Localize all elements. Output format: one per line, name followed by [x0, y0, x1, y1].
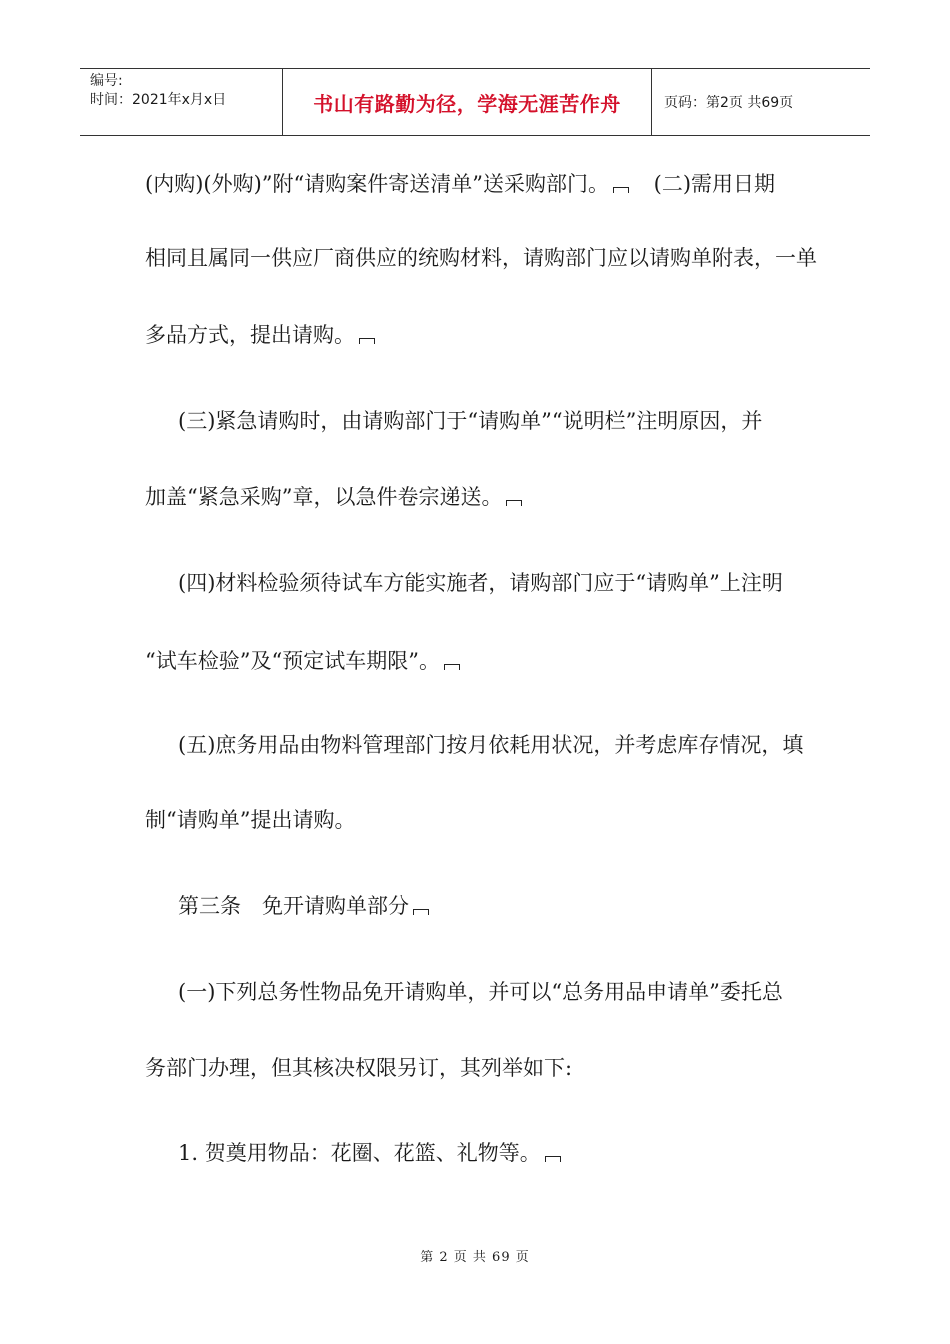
- text-line-8-content: (五)庶务用品由物料管理部门按月依耗用状况，并考虑库存情况，填: [178, 733, 804, 757]
- text-line-11-content: 务部门办理，但其核决权限另订，其列举如下:: [145, 1056, 573, 1080]
- header-right-cell: [652, 69, 870, 135]
- text-line-7: [145, 649, 805, 673]
- paragraph-mark-icon: [444, 664, 460, 670]
- list-item-1-text: 1. 贺奠用物品：花圈、花篮、礼物等。: [178, 1141, 541, 1165]
- text-line-6: [178, 571, 838, 595]
- text-line-2: [145, 246, 817, 270]
- text-line-9-content: 制“请购单”提出请购。: [145, 808, 356, 832]
- text-line-3-content: 多品方式，提出请购。: [145, 323, 355, 347]
- page-footer: [0, 1246, 950, 1265]
- paragraph-mark-icon: [506, 500, 522, 506]
- text-line-3: [145, 323, 805, 347]
- text-line-10: [178, 980, 838, 1004]
- text-line-1: [145, 172, 805, 196]
- text-line-11: [145, 1056, 805, 1080]
- text-line-8: [178, 733, 838, 757]
- header-page-info: 页码：第2页 共69页: [664, 95, 794, 111]
- paragraph-mark-icon: [545, 1156, 561, 1162]
- text-line-1a: (内购)(外购)”附“请购案件寄送清单”送采购部门。: [145, 172, 609, 196]
- paragraph-mark-icon: [413, 909, 429, 915]
- text-line-4-content: (三)紧急请购时，由请购部门于“请购单”“说明栏”注明原因，并: [178, 409, 763, 433]
- document-number-label: 编号:: [90, 73, 123, 89]
- text-line-4: [178, 409, 838, 433]
- section-heading: [178, 894, 838, 918]
- text-line-7-content: “试车检验”及“预定试车期限”。: [145, 649, 440, 673]
- text-line-6-content: (四)材料检验须待试车方能实施者，请购部门应于“请购单”上注明: [178, 571, 783, 595]
- section-heading-text: 第三条 免开请购单部分: [178, 894, 409, 918]
- text-line-2-content: 相同且属同一供应厂商供应的统购材料，请购部门应以请购单附表，一单: [145, 246, 817, 270]
- header-left-cell: [80, 69, 282, 135]
- text-line-9: [145, 808, 805, 832]
- text-line-10-content: (一)下列总务性物品免开请购单，并可以“总务用品申请单”委托总: [178, 980, 783, 1004]
- page-header: [80, 68, 870, 136]
- document-date: 时间：2021年x月x日: [90, 92, 227, 108]
- paragraph-mark-icon: [613, 187, 629, 193]
- paragraph-mark-icon: [359, 338, 375, 344]
- header-motto: 书山有路勤为径，学海无涯苦作舟: [313, 91, 621, 116]
- list-item-1: [178, 1141, 838, 1165]
- text-line-1b: (二)需用日期: [653, 172, 776, 196]
- header-motto-cell: [282, 69, 652, 135]
- footer-page-number: 第 2 页 共 69 页: [420, 1250, 530, 1265]
- text-line-5: [145, 485, 805, 509]
- text-line-5-content: 加盖“紧急采购”章，以急件卷宗递送。: [145, 485, 503, 509]
